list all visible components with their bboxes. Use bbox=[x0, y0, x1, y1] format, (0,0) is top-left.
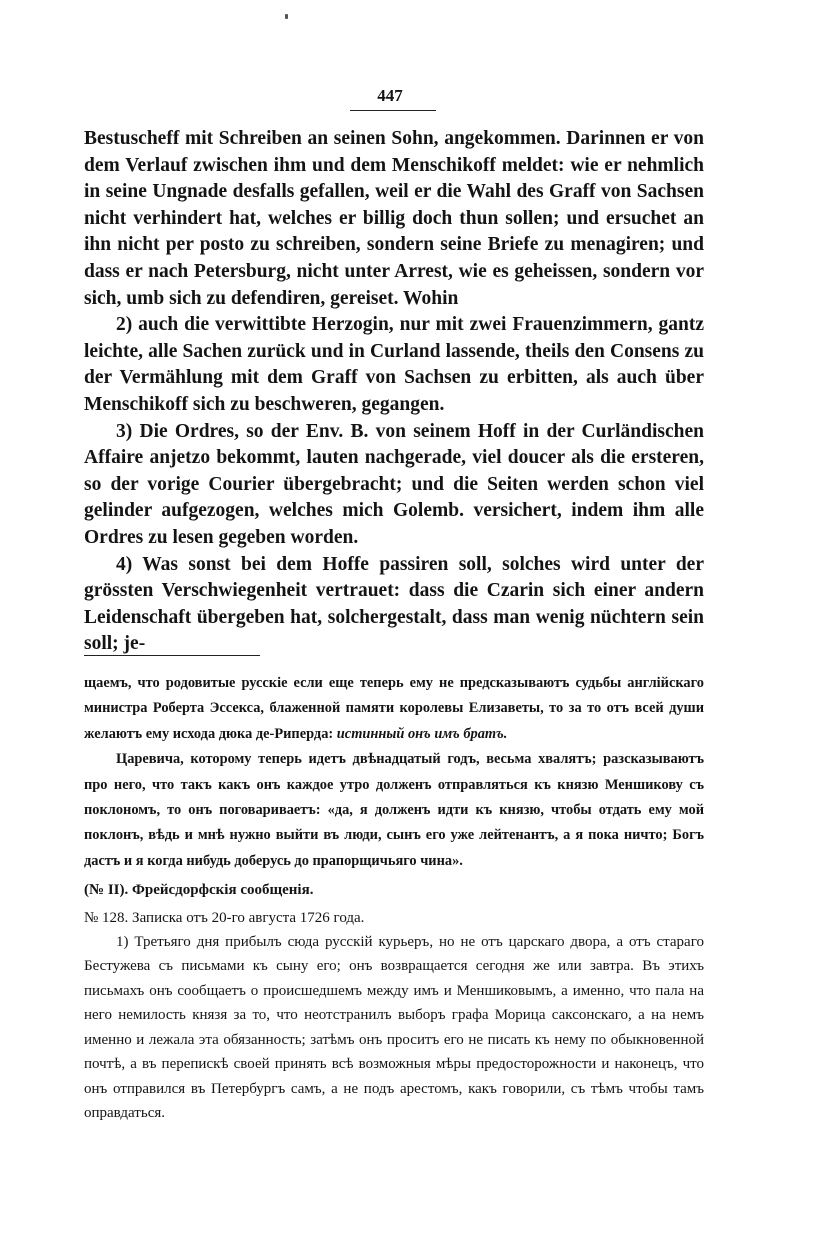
page-number: 447 bbox=[377, 86, 403, 105]
german-text-block bbox=[84, 126, 704, 658]
german-paragraph: Bestuscheff mit Schreiben an seinen Sohn, angekommen. Darinnen er von dem Verlauf zwischen ihm und dem Menschikoff meldet: wie er nehmlich in seine Ungnade desfalls gefallen, weil er die Wahl des Graff von Sachsen nicht verhindert hat, welches er billig doch thun sollen; und ersuchet an ihn nicht per posto zu schreiben, sondern seine Briefe zu menagiren; und dass er nach Petersburg, nicht unter Arrest, wie es geheissen, sondern vor sich, umb sich zu defendiren, gereiset. Wohin bbox=[84, 128, 704, 309]
russian-letter bbox=[84, 906, 704, 1126]
russian-note-italic: истинный онъ имъ братъ. bbox=[336, 725, 508, 742]
russian-note-paragraph bbox=[84, 671, 704, 747]
russian-note-text: щаемъ, что родовитые русскіе если еще теперь ему не предсказываютъ судьбы англійскаго министра Роберта Эссекса, блаженной памяти королевы Елизаветы, то за то отъ всей души желаютъ ему исхода дюка де-Риперда: bbox=[84, 675, 704, 742]
footnote-separator bbox=[84, 655, 260, 656]
german-paragraph: 2) auch die verwittibte Herzogin, nur mit zwei Frauenzimmern, gantz leichte, alle Sachen zurück und in Curland lassende, theils den Consens zu der Vermählung mit dem Graff von Sachsen zu erbitten, als auch über Menschikoff sich zu beschweren, gegangen. bbox=[84, 314, 704, 415]
german-paragraph: 4) Was sonst bei dem Hoffe passiren soll, solches wird unter der grössten Verschwiegenheit vertrauet: dass die Czarin sich einer andern Leidenschaft übergeben hat, solchergestalt, dass man wenig nüchtern sein soll; je- bbox=[84, 553, 704, 655]
russian-letter-paragraph: 1) Третьяго дня прибылъ сюда русскій курьеръ, но не отъ царскаго двора, а отъ стараго Бестужева съ письмами къ сыну его; онъ возвращается сегодня же или завтра. Въ этихъ письмахъ онъ сообщаетъ о происшедшемъ между имъ и Меншиковымъ, а именно, что пала на него немилость князя за то, что неотстранилъ выборъ графа Морица саксонскаго, а на немъ именно и лежала эта обязанность; затѣмъ онъ проситъ его не писать къ нему по обыкновенной почтѣ, а въ перепискѣ своей принять всѣ возможныя мѣры предосторожности и наконецъ, что онъ отправился въ Петербургъ самъ, а не подъ арестомъ, какъ говорили, съ тѣмъ чтобы тамъ оправдаться. bbox=[84, 934, 704, 1121]
russian-translation-block bbox=[84, 671, 704, 1125]
german-paragraph: 3) Die Ordres, so der Env. B. von seinem Hoff in der Curländischen Affaire anjetzo bekommt, lauten nachgerade, viel doucer als die ersteren, so der vorige Courier übergebracht; und die Seiten werden schon viel gelinder aufgezogen, welches mich Golemb. versichert, indem ihm alle Ordres zu lesen gegeben worden. bbox=[84, 420, 704, 548]
section-title: (№ II). Фрейсдорфскія сообщенія. bbox=[84, 882, 314, 899]
printer-mark bbox=[285, 14, 288, 19]
header-rule bbox=[350, 110, 436, 111]
russian-note-paragraph: Царевича, которому теперь идетъ двѣнадцатый годъ, весьма хвалятъ; разсказываютъ про него, что такъ какъ онъ каждое утро долженъ отправляться къ князю Меншикову съ поклономъ, то онъ поговариваетъ: «да, я долженъ идти къ князю, чтобы отдать ему мой поклонъ, вѣдь и мнѣ нужно выйти въ люди, сынъ его уже лейтенантъ, а я пока ничто; Богъ дастъ и я когда нибудь доберусь до прапорщичьяго чина». bbox=[84, 751, 704, 869]
letter-heading: № 128. Записка отъ 20-го августа 1726 года. bbox=[84, 909, 365, 926]
